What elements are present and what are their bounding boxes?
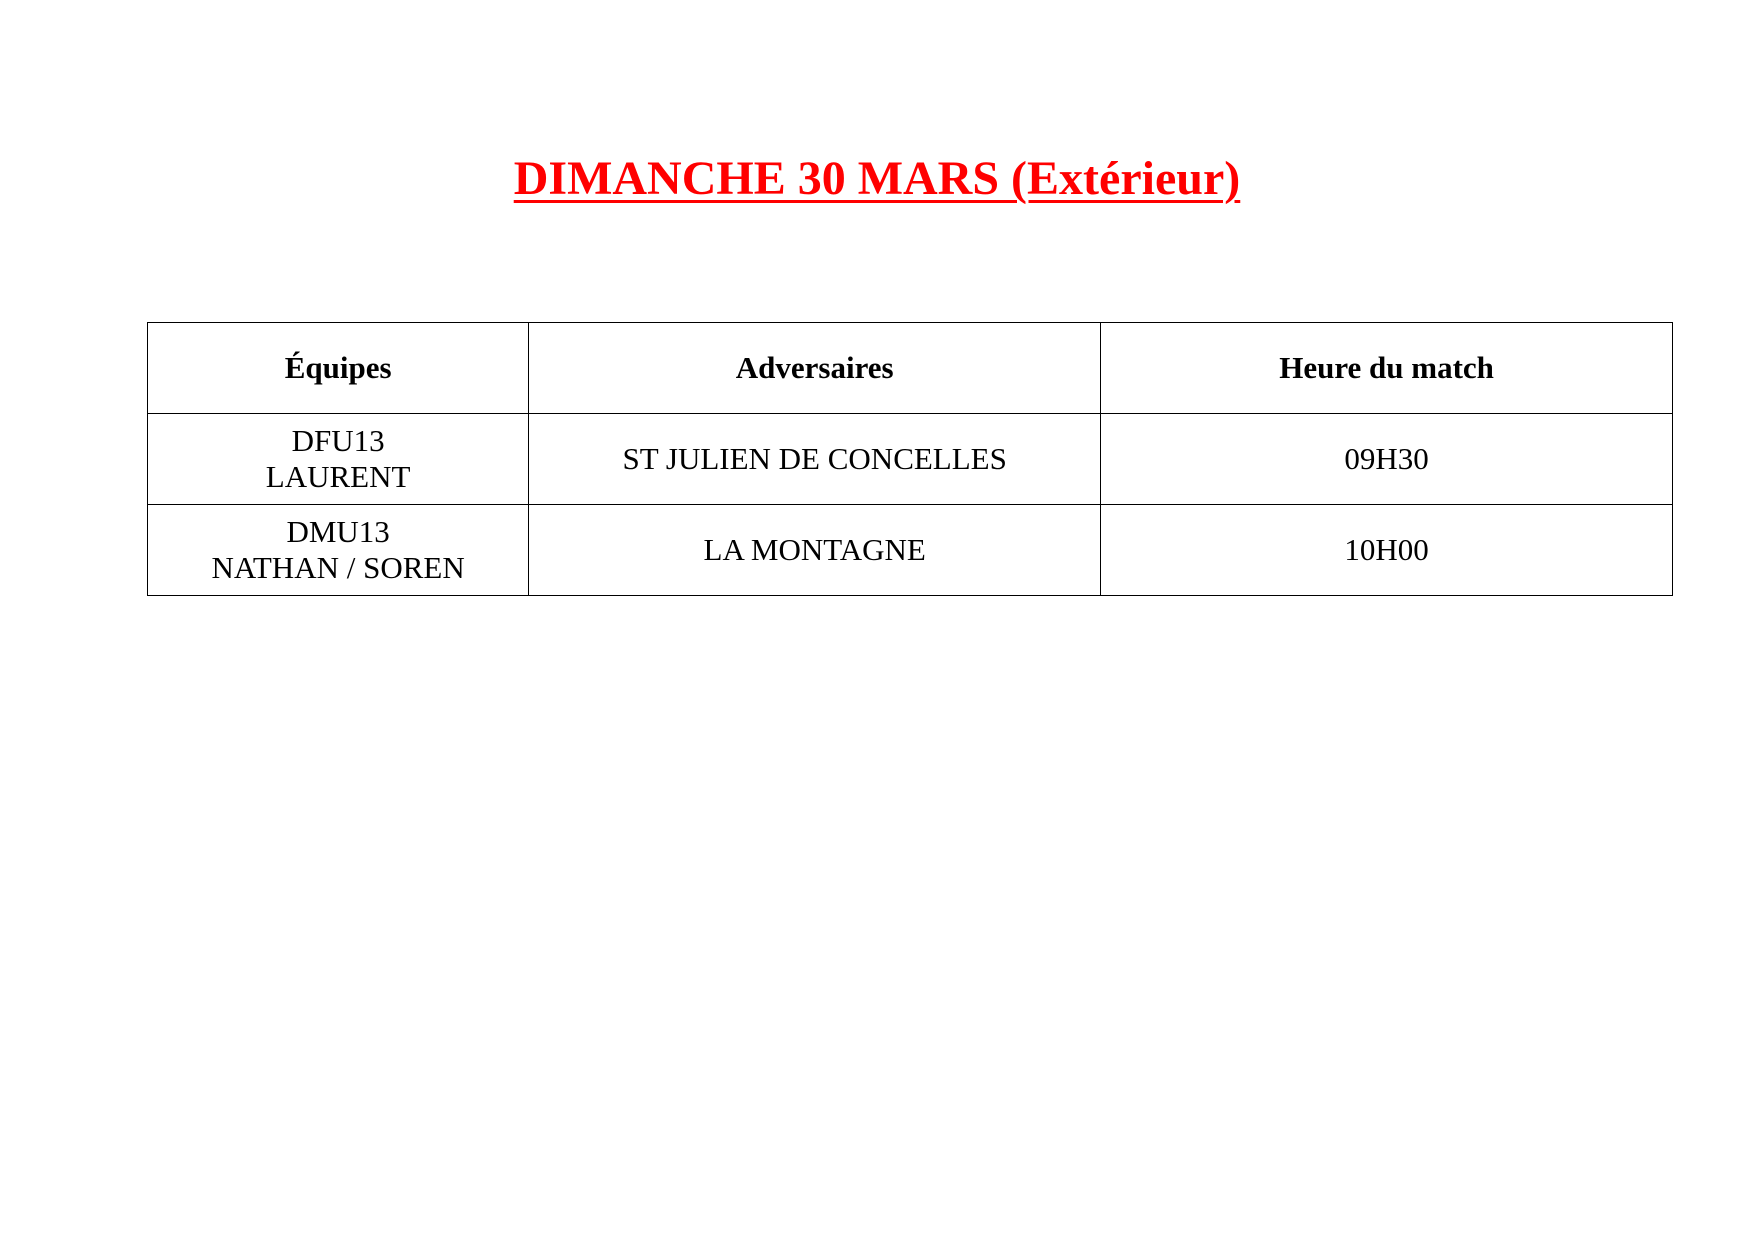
header-teams: Équipes [148,323,529,414]
opponent-cell: ST JULIEN DE CONCELLES [529,414,1101,505]
page-title: DIMANCHE 30 MARS (Extérieur) [513,152,1241,205]
table-row [148,414,1673,505]
match-time-cell: 09H30 [1101,414,1673,505]
team-coaches: LAURENT [265,459,411,494]
team-code: DFU13 [291,423,385,458]
match-schedule-table [147,322,1673,596]
team-code: DMU13 [286,514,390,549]
table-row [148,505,1673,596]
table-header-row [148,323,1673,414]
match-time-cell: 10H00 [1101,505,1673,596]
header-opponents: Adversaires [529,323,1101,414]
team-cell [148,505,529,596]
opponent-cell: LA MONTAGNE [529,505,1101,596]
header-match-time: Heure du match [1101,323,1673,414]
team-cell [148,414,529,505]
team-coaches: NATHAN / SOREN [211,550,465,585]
